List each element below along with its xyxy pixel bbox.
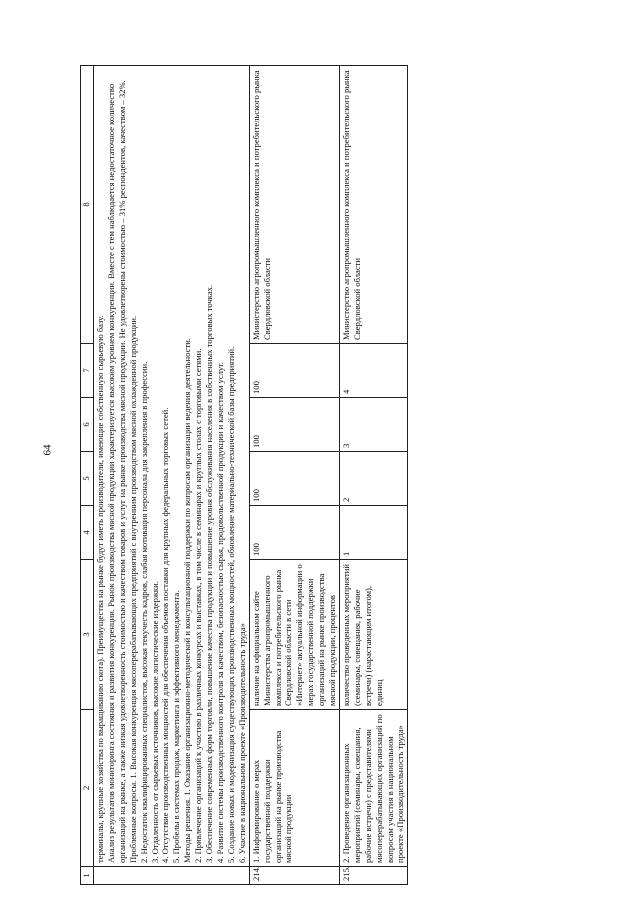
analysis-line: Проблемные вопросы. 1. Высокая конкуренция мясоперерабатывающих предприятий с внутренним производством мясной охлажденной продукции.	[127, 315, 138, 863]
value-cell: 100	[249, 452, 339, 506]
table-row	[249, 66, 339, 885]
value-cell: 100	[249, 506, 339, 560]
column-number: 2	[81, 710, 94, 867]
analysis-line: Методы решения. 1. Оказание организационно-методической и консультационной поддержки по вопросам организации ведения деятельности.	[182, 338, 193, 863]
value-cell: 4	[339, 344, 407, 398]
responsible-cell: Министерство агропромышленного комплекса и потребительского рынка Свердловской области	[249, 66, 339, 344]
column-number: 1	[81, 867, 94, 885]
column-number: 8	[81, 66, 94, 344]
analysis-line: 4. Отсутствие производственных мощностей для обеспечения объемов поставки для крупных федеральных торговых сетей.	[160, 407, 171, 863]
indicator-cell: количество проведенных мероприятий (семинары, совещания, рабочие встречи) (нарастающим итогом), единиц	[339, 560, 407, 710]
column-number: 6	[81, 398, 94, 452]
value-cell: 100	[249, 344, 339, 398]
page-number: 64	[41, 444, 54, 456]
column-number: 7	[81, 344, 94, 398]
column-number: 5	[81, 452, 94, 506]
empty-cell	[94, 867, 250, 885]
measures-table	[80, 65, 408, 885]
value-cell: 1	[339, 506, 407, 560]
analysis-text	[94, 66, 250, 867]
table-row	[339, 66, 407, 885]
column-number: 4	[81, 506, 94, 560]
column-number: 3	[81, 560, 94, 710]
measure-cell: 2. Проведение организационных мероприятий (семинары, совещания, рабочие встречи) с представителями мясоперерабатывающих организаций по вопросам участия в национальном проекте «Производительность труда»	[339, 710, 407, 867]
row-number: 215.	[339, 867, 407, 885]
column-number-row	[81, 66, 94, 885]
analysis-line: 3. Обеспечение современных форм торговли, повышение качества продукции и повышение уровня обслуживания населения в собственных торговых точках.	[204, 284, 215, 863]
analysis-line: 6. Участие в национальном проекте «Производительность труда»	[236, 623, 247, 863]
indicator-cell: наличие на официальном сайте Министерства агропромышленного комплекса и потребительского рынка Свердловской области в сети «Интернет» актуальной информации о мерах государственной поддержки организаций на рынке производства мясной продукции, процентов	[249, 560, 339, 710]
value-cell: 2	[339, 452, 407, 506]
analysis-row	[94, 66, 250, 885]
analysis-line: 3. Отдаленность от сырьевых источников, высокие логистические издержки.	[149, 581, 160, 863]
analysis-line: 5. Создание новых и модернизация существующих производственных мощностей, обновление материально-технической базы предприятий.	[225, 346, 236, 863]
responsible-cell: Министерство агропромышленного комплекса и потребительского рынка Свердловской области	[339, 66, 407, 344]
row-number: 214.	[249, 867, 339, 885]
analysis-line: 5. Пробелы в системах продаж, маркетинга и эффективного менеджмента.	[171, 590, 182, 863]
measure-cell: 1. Информирование о мерах государственной поддержки организаций на рынке производства мясной продукции	[249, 710, 339, 867]
analysis-line: Анализ результатов мониторинга состояния и развития конкуренции. Рынок производства мясной продукции характеризуется высоким уровнем конкуренции. Вместе с тем наблюдается недостаточное количество организаций на рынке, а также низкая удовлетворенность стоимостью и качеством товаров и услуг на рынке производства мясной продукции. Не удовлетворены стоимостью – 31% респондентов, качеством – 32%.	[105, 80, 127, 863]
value-cell: 100	[249, 398, 339, 452]
value-cell: 3	[339, 398, 407, 452]
analysis-line: 2. Привлечение организаций к участию в различных конкурсах и выставках, в том числе в семинарах и круглых столах с торговыми сетями.	[193, 348, 204, 863]
analysis-line: 4. Развитие системы производственного контроля за качеством, безопасностью сырья, продовольственной продукции и качеством услуг.	[214, 362, 225, 863]
analysis-line: терминалы, крупные хозяйства по выращиванию скота). Преимущества на рынке будут иметь производители, имеющие собственную сырьевую базу.	[95, 315, 105, 863]
analysis-line: 2. Недостаток квалифицированных специалистов, высокая текучесть кадров, слабая мотивация персонала для закрепления в профессии.	[138, 361, 149, 863]
rotated-table-container	[80, 65, 610, 885]
